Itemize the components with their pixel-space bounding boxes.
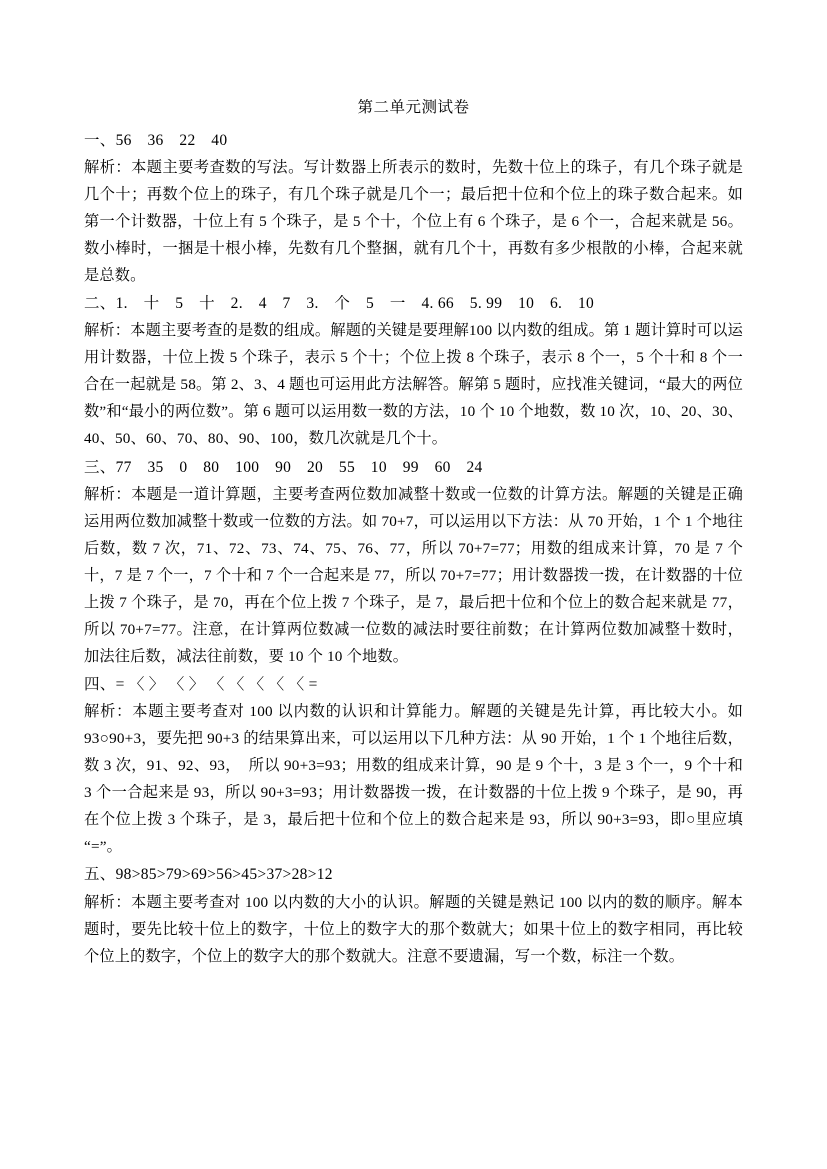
section-explanation: 解析：本题主要考查对 100 以内数的大小的认识。解题的关键是熟记 100 以内的数的顺序。解本题时，要先比较十位上的数字，十位上的数字大的那个数就大；如果十位上的数字相同，再比较个位上的数字，个位上的数字大的那个数就大。注意不要遗漏，写一个数，标注一个数。: [84, 893, 743, 965]
section-4: [84, 671, 743, 860]
page-title: 第二单元测试卷: [357, 99, 470, 116]
section-2: [84, 290, 743, 452]
section-5: [84, 861, 743, 969]
section-1: [84, 127, 743, 289]
section-explanation: 解析：本题主要考查的是数的组成。解题的关键是要理解100 以内数的组成。第 1 题计算时可以运用计数器，十位上拨 5 个珠子，表示 5 个十；个位上拨 8 个珠子，表示 8 个一，5 个十和 8 个一合在一起就是 58。第 2、3、4 题也可运用此方法解答。解第 5 题时，应找准关键词，“最大的两位数”和“最小的两位数”。第 6 题可以运用数一数的方法，10 个 10 个地数，数 10 次，10、20、30、40、50、60、70、80、90、100，数几次就是几个十。: [84, 322, 743, 448]
section-explanation: 解析：本题是一道计算题，主要考查两位数加减整十数或一位数的计算方法。解题的关键是正确运用两位数加减整十数或一位数的方法。如 70+7，可以运用以下方法：从 70 开始，1 个 1 个地往后数，数 7 次，71、72、73、74、75、76、77，所以 70+7=77；用数的组成来计算，70 是 7 个十，7 是 7 个一，7 个十和 7 个一合起来是 77，所以 70+7=77；用计数器拨一拨，在计数器的十位上拨 7 个珠子，是 70，再在个位上拨 7 个珠子，是 7，最后把十位和个位上的数合起来就是 77，所以 70+7=77。注意，在计算两位数减一位数的减法时要往前数；在计算两位数加减整十数时，加法往后数，减法往前数，要 10 个 10 个地数。: [84, 485, 743, 665]
section-explanation: 解析：本题主要考查数的写法。写计数器上所表示的数时，先数十位上的珠子，有几个珠子就是几个十；再数个位上的珠子，有几个珠子就是几个一；最后把十位和个位上的珠子数合起来。如第一个计数器，十位上有 5 个珠子，是 5 个十，个位上有 6 个珠子，是 6 个一，合起来就是 56。数小棒时，一捆是十根小棒，先数有几个整捆，就有几个十，再数有多少根散的小棒，合起来就是总数。: [84, 158, 743, 285]
section-answers: 三、77 35 0 80 100 90 20 55 10 99 60 24: [84, 458, 483, 476]
section-explanation: 解析：本题主要考查对 100 以内数的认识和计算能力。解题的关键是先计算，再比较大小。如 93○90+3，要先把 90+3 的结果算出来，可以运用以下几种方法：从 90 开始，1 个 1 个地往后数，数 3 次，91、92、93， 所以 90+3=93；用数的组成来计算，90 是 9 个十，3 是 3 个一，9 个十和 3 个一合起来是 93，所以 90+3=93；用计数器拨一拨，在计数器的十位上拨 9 个珠子，是 90，再在个位上拨 3 个珠子，是 3，最后把十位和个位上的数合起来是 93，所以 90+3=93，即○里应填 “=”。: [84, 703, 743, 856]
section-answers: 一、56 36 22 40: [84, 131, 228, 149]
section-answers: 二、1. 十 5 十 2. 4 7 3. 个 5 一 4. 66 5. 99 10 6. 10: [84, 295, 595, 313]
section-answers: 五、98>85>79>69>56>45>37>28>12: [84, 866, 333, 884]
section-3: [84, 454, 743, 670]
section-answers: 四、= 〈 〉 〈 〉 〈 〈 〈 〈 〈 =: [84, 675, 318, 693]
